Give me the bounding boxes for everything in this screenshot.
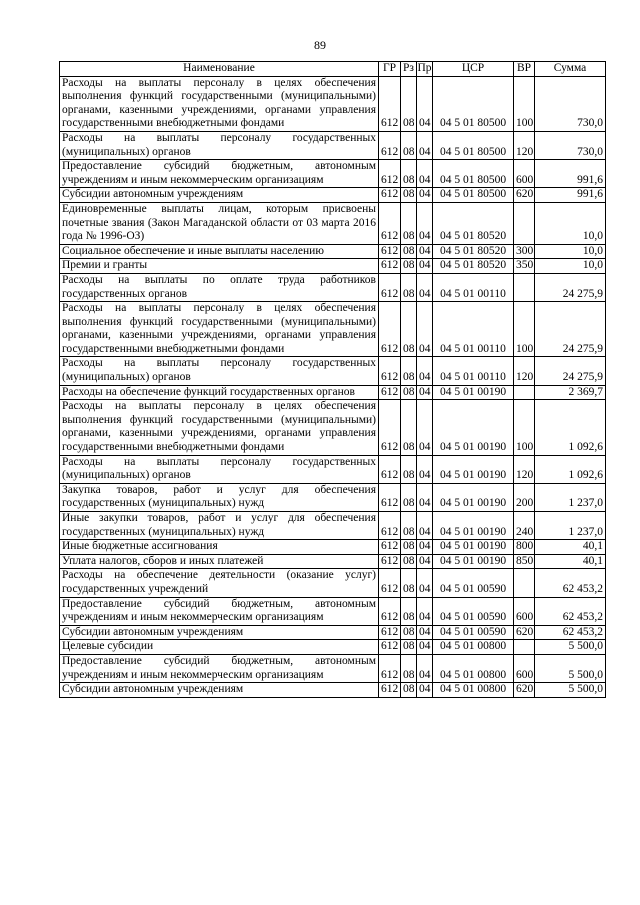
header-gr: ГР [379,62,401,77]
cell-gr: 612 [379,455,401,483]
cell-sum: 2 369,7 [535,385,606,400]
cell-rz: 08 [401,597,417,625]
cell-rz: 08 [401,654,417,682]
cell-name: Единовременные выплаты лицам, которым присвоены почетные звания (Закон Магаданской области от 03 марта 2016 года № 1996-ОЗ) [60,202,379,244]
cell-vr: 200 [514,483,535,511]
cell-vr: 240 [514,512,535,540]
cell-vr: 620 [514,625,535,640]
header-name: Наименование [60,62,379,77]
cell-pr: 04 [417,569,433,597]
cell-csr: 04 5 01 00110 [433,273,514,301]
cell-name: Расходы на выплаты персоналу государственных (муниципальных) органов [60,455,379,483]
cell-name: Предоставление субсидий бюджетным, автономным учреждениям и иным некоммерческим организациям [60,597,379,625]
cell-name: Расходы на обеспечение деятельности (оказание услуг) государственных учреждений [60,569,379,597]
cell-csr: 04 5 01 80520 [433,244,514,259]
cell-vr: 300 [514,244,535,259]
cell-csr: 04 5 01 80500 [433,131,514,159]
cell-gr: 612 [379,188,401,203]
cell-rz: 08 [401,625,417,640]
cell-rz: 08 [401,400,417,455]
table-row [60,244,606,259]
cell-gr: 612 [379,640,401,655]
cell-gr: 612 [379,76,401,131]
cell-vr: 600 [514,160,535,188]
cell-csr: 04 5 01 00110 [433,357,514,385]
cell-gr: 612 [379,160,401,188]
table-row [60,357,606,385]
table-row [60,202,606,244]
table-row [60,483,606,511]
budget-table [59,61,606,698]
cell-pr: 04 [417,188,433,203]
header-sum: Сумма [535,62,606,77]
cell-name: Предоставление субсидий бюджетным, автономным учреждениям и иным некоммерческим организациям [60,654,379,682]
cell-name: Целевые субсидии [60,640,379,655]
cell-pr: 04 [417,512,433,540]
page-number: 89 [314,38,326,52]
cell-vr: 100 [514,302,535,357]
table-row [60,597,606,625]
cell-sum: 991,6 [535,160,606,188]
header-vr: ВР [514,62,535,77]
cell-rz: 08 [401,683,417,698]
cell-csr: 04 5 01 80500 [433,76,514,131]
cell-vr [514,640,535,655]
cell-gr: 612 [379,625,401,640]
table-row [60,455,606,483]
cell-gr: 612 [379,483,401,511]
cell-sum: 10,0 [535,244,606,259]
cell-gr: 612 [379,357,401,385]
cell-rz: 08 [401,483,417,511]
cell-gr: 612 [379,512,401,540]
cell-sum: 1 237,0 [535,483,606,511]
header-pr: Пр [417,62,433,77]
table-row [60,625,606,640]
cell-vr: 120 [514,131,535,159]
cell-csr: 04 5 01 80500 [433,188,514,203]
cell-csr: 04 5 01 00190 [433,540,514,555]
cell-gr: 612 [379,597,401,625]
cell-csr: 04 5 01 00800 [433,640,514,655]
cell-vr: 100 [514,400,535,455]
cell-name: Предоставление субсидий бюджетным, автономным учреждениям и иным некоммерческим организациям [60,160,379,188]
cell-sum: 10,0 [535,202,606,244]
cell-pr: 04 [417,202,433,244]
cell-gr: 612 [379,400,401,455]
cell-name: Уплата налогов, сборов и иных платежей [60,554,379,569]
cell-rz: 08 [401,569,417,597]
cell-rz: 08 [401,512,417,540]
cell-sum: 62 453,2 [535,569,606,597]
cell-csr: 04 5 01 00590 [433,569,514,597]
cell-pr: 04 [417,244,433,259]
cell-rz: 08 [401,76,417,131]
cell-name: Субсидии автономным учреждениям [60,683,379,698]
table-row [60,512,606,540]
cell-name: Расходы на выплаты персоналу в целях обеспечения выполнения функций государственными (муниципальными) органами, казенными учреждениями, органами управления государственными внебюджетными фондами [60,302,379,357]
cell-vr [514,202,535,244]
cell-sum: 1 092,6 [535,455,606,483]
cell-gr: 612 [379,654,401,682]
cell-csr: 04 5 01 00190 [433,455,514,483]
cell-csr: 04 5 01 00800 [433,654,514,682]
cell-name: Расходы на выплаты персоналу государственных (муниципальных) органов [60,357,379,385]
cell-sum: 40,1 [535,554,606,569]
table-row [60,683,606,698]
cell-sum: 730,0 [535,76,606,131]
cell-name: Субсидии автономным учреждениям [60,625,379,640]
cell-rz: 08 [401,202,417,244]
cell-pr: 04 [417,597,433,625]
cell-rz: 08 [401,385,417,400]
table-row [60,540,606,555]
table-row [60,76,606,131]
cell-sum: 62 453,2 [535,597,606,625]
cell-csr: 04 5 01 00190 [433,554,514,569]
cell-csr: 04 5 01 00190 [433,385,514,400]
cell-pr: 04 [417,455,433,483]
table-row [60,273,606,301]
cell-pr: 04 [417,76,433,131]
header-csr: ЦСР [433,62,514,77]
cell-gr: 612 [379,202,401,244]
cell-rz: 08 [401,540,417,555]
cell-sum: 40,1 [535,540,606,555]
cell-name: Расходы на выплаты по оплате труда работников государственных органов [60,273,379,301]
cell-pr: 04 [417,625,433,640]
cell-vr: 620 [514,683,535,698]
cell-sum: 24 275,9 [535,302,606,357]
cell-sum: 991,6 [535,188,606,203]
table-row [60,188,606,203]
cell-gr: 612 [379,273,401,301]
table-row [60,131,606,159]
table-header-row [60,62,606,77]
table-row [60,302,606,357]
cell-name: Иные закупки товаров, работ и услуг для обеспечения государственных (муниципальных) нужд [60,512,379,540]
cell-vr: 800 [514,540,535,555]
cell-csr: 04 5 01 00110 [433,302,514,357]
cell-pr: 04 [417,273,433,301]
table-row [60,654,606,682]
cell-vr: 600 [514,597,535,625]
table-row [60,569,606,597]
cell-sum: 1 092,6 [535,400,606,455]
cell-vr: 350 [514,259,535,274]
cell-rz: 08 [401,160,417,188]
cell-pr: 04 [417,683,433,698]
cell-vr [514,569,535,597]
cell-csr: 04 5 01 80520 [433,202,514,244]
table-body [60,76,606,697]
cell-pr: 04 [417,357,433,385]
table-row [60,385,606,400]
table-row [60,259,606,274]
cell-csr: 04 5 01 80520 [433,259,514,274]
cell-rz: 08 [401,554,417,569]
cell-pr: 04 [417,554,433,569]
cell-pr: 04 [417,385,433,400]
cell-csr: 04 5 01 00590 [433,625,514,640]
cell-vr: 120 [514,455,535,483]
cell-name: Расходы на обеспечение функций государственных органов [60,385,379,400]
cell-csr: 04 5 01 80500 [433,160,514,188]
cell-name: Расходы на выплаты персоналу в целях обеспечения выполнения функций государственными (муниципальными) органами, казенными учреждениями, органами управления государственными внебюджетными фондами [60,76,379,131]
cell-pr: 04 [417,160,433,188]
table-row [60,400,606,455]
cell-pr: 04 [417,483,433,511]
cell-gr: 612 [379,683,401,698]
cell-sum: 5 500,0 [535,654,606,682]
table-row [60,160,606,188]
cell-pr: 04 [417,654,433,682]
cell-pr: 04 [417,640,433,655]
cell-gr: 612 [379,131,401,159]
cell-gr: 612 [379,259,401,274]
cell-rz: 08 [401,188,417,203]
cell-csr: 04 5 01 00190 [433,483,514,511]
cell-vr: 120 [514,357,535,385]
cell-gr: 612 [379,540,401,555]
cell-sum: 1 237,0 [535,512,606,540]
cell-rz: 08 [401,640,417,655]
cell-sum: 5 500,0 [535,640,606,655]
cell-pr: 04 [417,540,433,555]
cell-rz: 08 [401,244,417,259]
cell-name: Социальное обеспечение и иные выплаты населению [60,244,379,259]
cell-vr: 100 [514,76,535,131]
cell-sum: 730,0 [535,131,606,159]
cell-name: Расходы на выплаты персоналу государственных (муниципальных) органов [60,131,379,159]
cell-rz: 08 [401,357,417,385]
cell-rz: 08 [401,259,417,274]
cell-sum: 62 453,2 [535,625,606,640]
cell-sum: 24 275,9 [535,357,606,385]
cell-sum: 24 275,9 [535,273,606,301]
cell-vr: 600 [514,654,535,682]
cell-rz: 08 [401,455,417,483]
cell-sum: 10,0 [535,259,606,274]
cell-name: Иные бюджетные ассигнования [60,540,379,555]
cell-pr: 04 [417,302,433,357]
cell-name: Расходы на выплаты персоналу в целях обеспечения выполнения функций государственными (муниципальными) органами, казенными учреждениями, органами управления государственными внебюджетными фондами [60,400,379,455]
cell-sum: 5 500,0 [535,683,606,698]
cell-gr: 612 [379,244,401,259]
cell-vr [514,385,535,400]
cell-gr: 612 [379,385,401,400]
cell-rz: 08 [401,273,417,301]
cell-pr: 04 [417,400,433,455]
cell-csr: 04 5 01 00190 [433,400,514,455]
header-rz: Рз [401,62,417,77]
cell-gr: 612 [379,302,401,357]
cell-pr: 04 [417,259,433,274]
cell-name: Премии и гранты [60,259,379,274]
cell-csr: 04 5 01 00590 [433,597,514,625]
cell-rz: 08 [401,302,417,357]
cell-vr: 850 [514,554,535,569]
table-row [60,554,606,569]
cell-name: Субсидии автономным учреждениям [60,188,379,203]
cell-vr [514,273,535,301]
cell-csr: 04 5 01 00190 [433,512,514,540]
cell-rz: 08 [401,131,417,159]
cell-csr: 04 5 01 00800 [433,683,514,698]
cell-gr: 612 [379,569,401,597]
table-row [60,640,606,655]
cell-name: Закупка товаров, работ и услуг для обеспечения государственных (муниципальных) нужд [60,483,379,511]
cell-gr: 612 [379,554,401,569]
cell-vr: 620 [514,188,535,203]
cell-pr: 04 [417,131,433,159]
